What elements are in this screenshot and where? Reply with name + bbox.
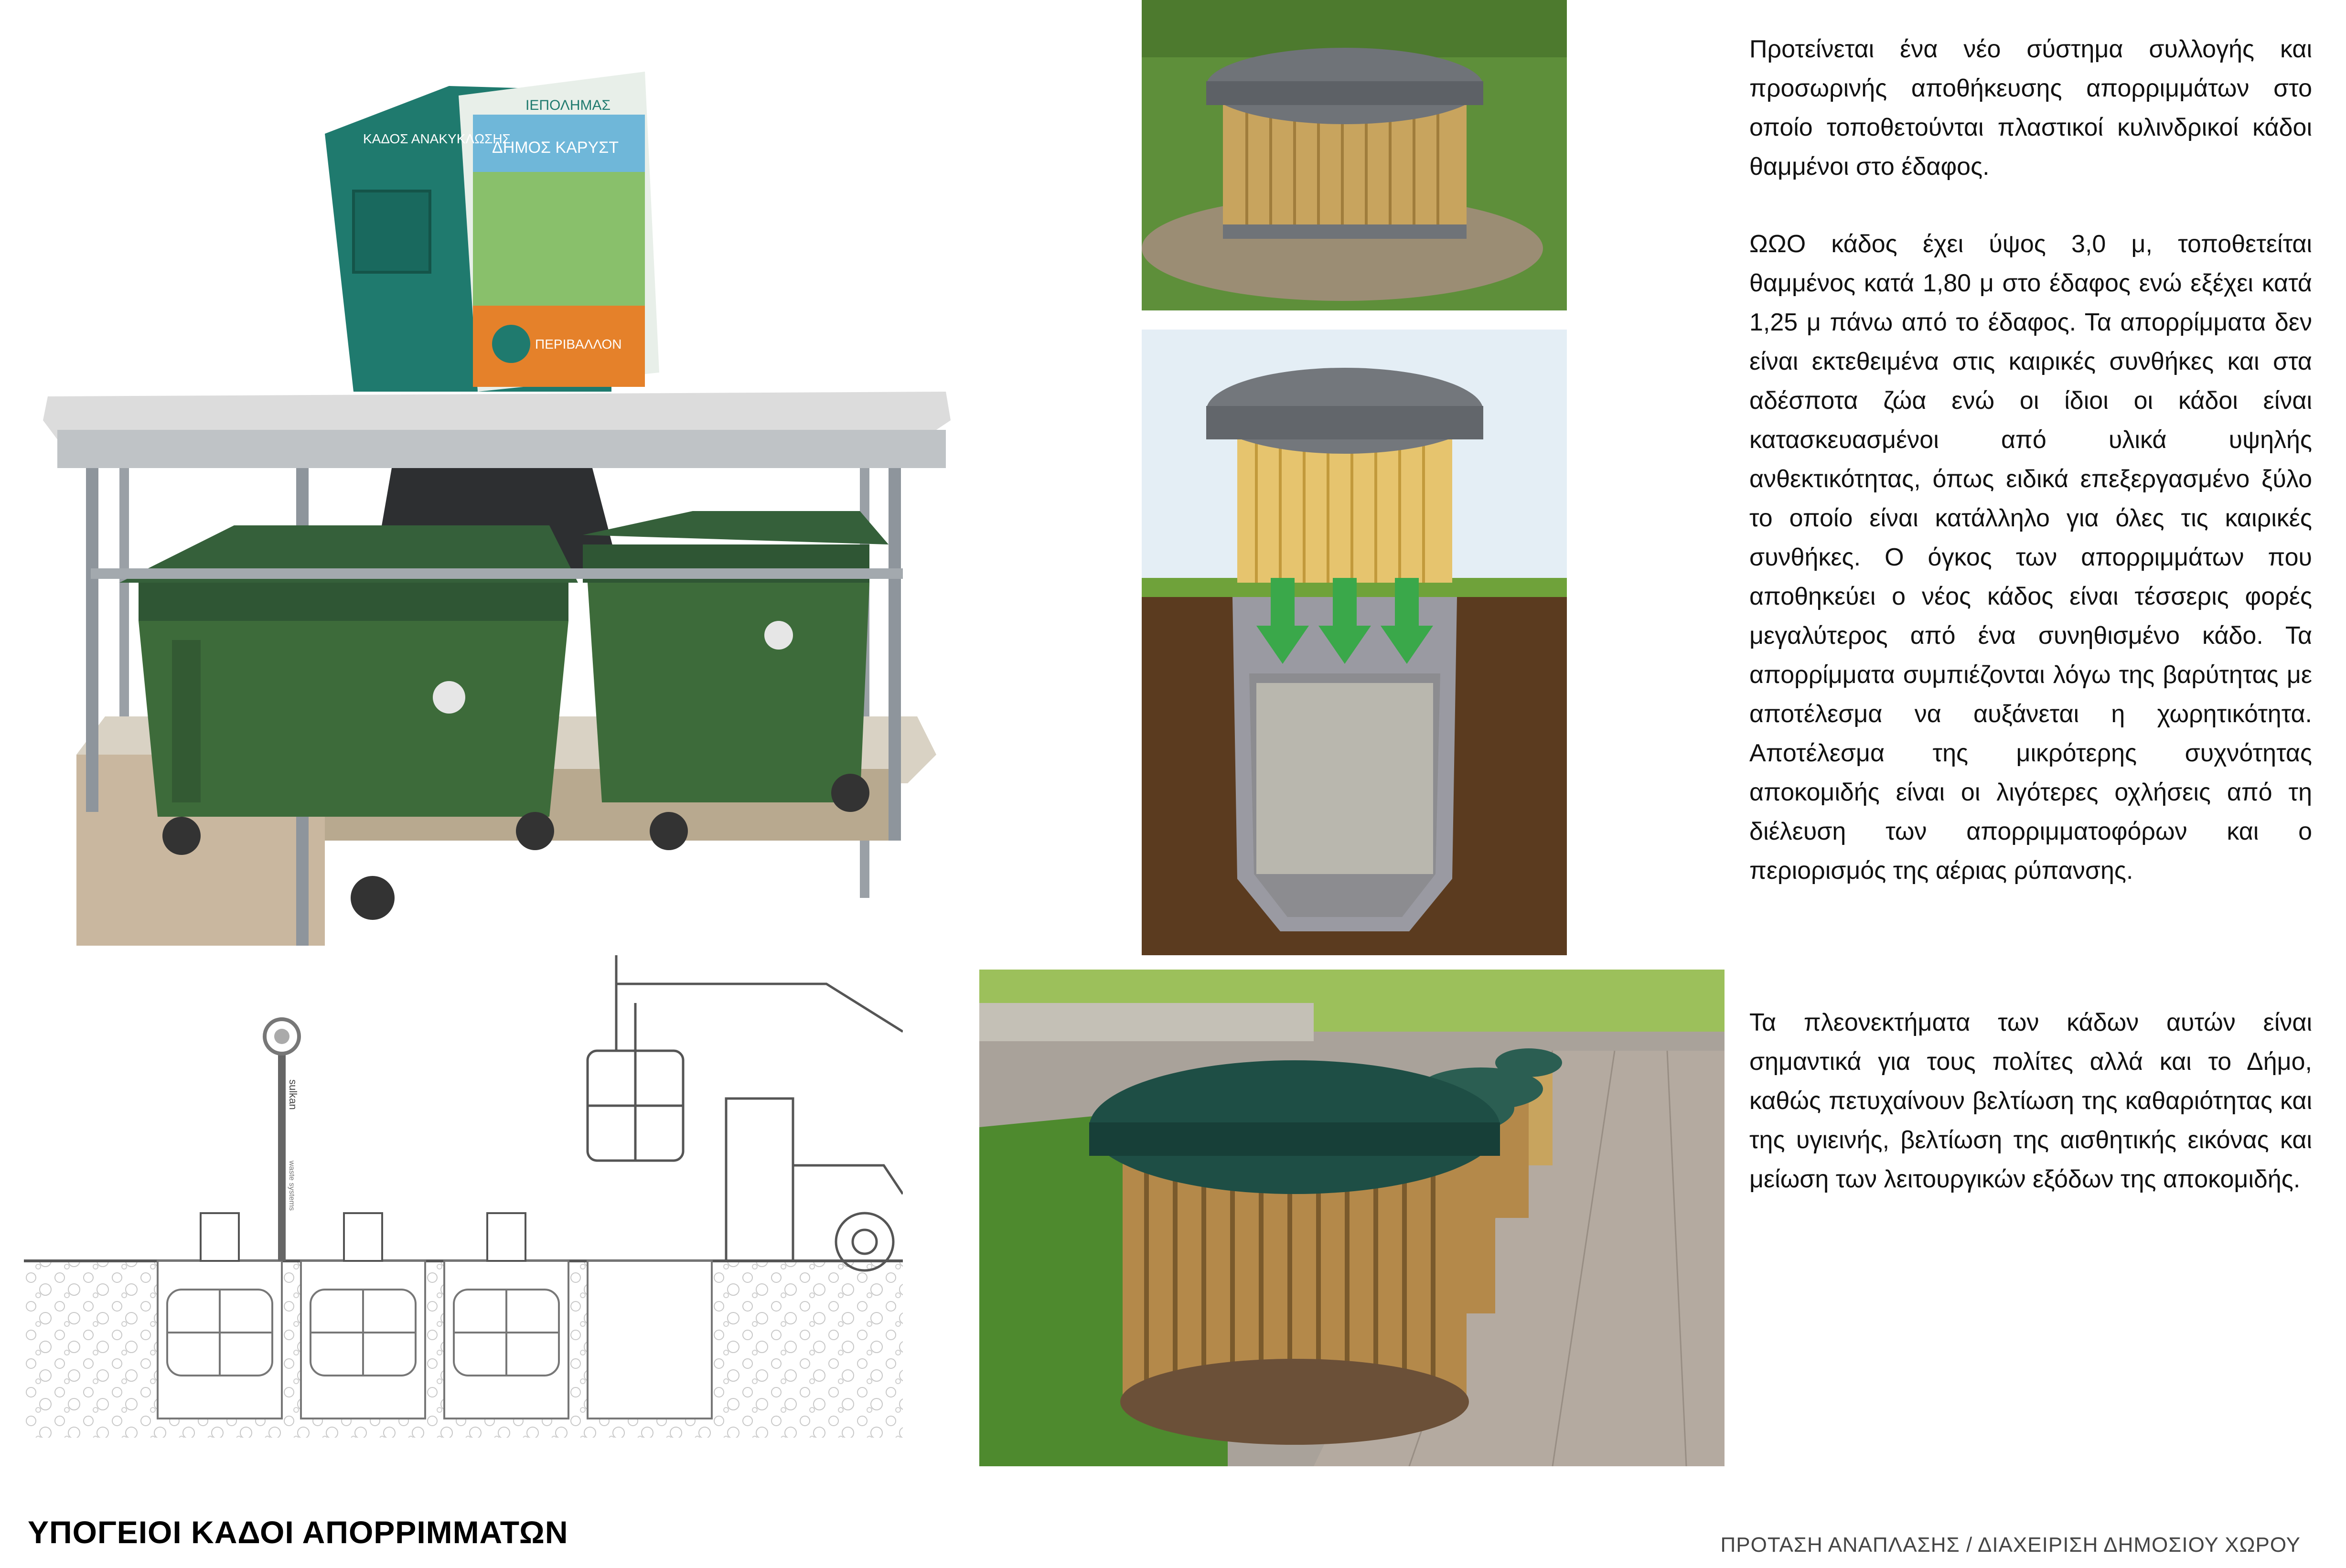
kiosk-side-label: ΚΑΔΟΣ ΑΝΑΚΥΚΛΩΣΗΣ (363, 131, 511, 146)
kiosk-municipality-label: ΔΗΜΟΣ ΚΑΡΥΣΤ (492, 139, 619, 157)
underground-bin-diagram (24, 955, 903, 1438)
kiosk-bottom-label: ΠΕΡΙΒΑΛΛΟΝ (535, 337, 622, 352)
bin-cross-section-illustration (1142, 330, 1567, 955)
installed-bin-photo (1142, 0, 1567, 310)
kiosk-top-label: ΙΕΠΟΛΗΜΑΣ (525, 97, 611, 113)
recycling-kiosk (325, 72, 659, 392)
street-bins-photo (979, 970, 1725, 1466)
page-footer: ΠΡΟΤΑΣΗ ΑΝΑΠΛΑΣΗΣ / ΔΙΑΧΕΙΡΙΣΗ ΔΗΜΟΣΙΟΥ ΧΩΡΟΥ (1720, 1533, 2301, 1557)
intro-paragraph: Προτείνεται ένα νέο σύστημα συλλογής και προσωρινής αποθήκευσης απορριμμάτων στο οποίο τοποθετούνται πλαστικοί κυλινδρικοί κάδοι θαμμένοι στο έδαφος. (1749, 35, 2312, 181)
green-bin-right (583, 511, 889, 850)
pole-sublabel: waste systems (288, 1161, 296, 1211)
page-title: ΥΠΟΓΕΙΟΙ ΚΑΔΟΙ ΑΠΟΡΡΙΜΜΑΤΩΝ (28, 1515, 568, 1550)
waste-station-image (29, 57, 965, 946)
front-bin (1089, 1060, 1500, 1445)
pole-label: sulkan (287, 1079, 299, 1110)
advantages-paragraph: Τα πλεονεκτήματα των κάδων αυτών είναι σημαντικά για τους πολίτες αλλά και το Δήμο, καθώς πετυχαίνουν βελτίωση της καθαριότητας και της υγιεινής, βελτίωση της αισθητικής εικόνας και μείωση των λειτουργικών εξόδων της αποκομιδής. (1749, 1009, 2312, 1193)
description-paragraph: ΩΩΟ κάδος έχει ύψος 3,0 μ, τοποθετείται θαμμένος κατά 1,80 μ στο έδαφος ενώ εξέχει κατά 1,25 μ πάνω από το έδαφος. Τα απορρίμματα δεν είναι εκτεθειμένα στις καιρικές συνθήκες και στα αδέσποτα ζώα ενώ οι ίδιοι οι κάδοι είναι κατασκευασμένοι από υλικά υψηλής ανθεκτικότητας, όπως ειδικά επεξεργασμένο ξύλο το οποίο είναι κατάλληλο για όλες τις καιρικές συνθήκες. Ο όγκος των απορριμμάτων που αποθηκεύει ο νέος κάδος είναι τέσσερις φορές μεγαλύτερος από ένα συνηθισμένο κάδο. Τα απορρίμματα συμπιέζονται λόγω της βαρύτητας με αποτέλεσμα να αυξάνεται η χωρητικότητα. Αποτέλεσμα της μικρότερης συχνότητας αποκομιδής είναι οι λιγότερες οχλήσεις από τη διέλευση των απορριμματοφόρων και ο περιορισμός της αέριας ρύπανσης. (1749, 230, 2312, 885)
